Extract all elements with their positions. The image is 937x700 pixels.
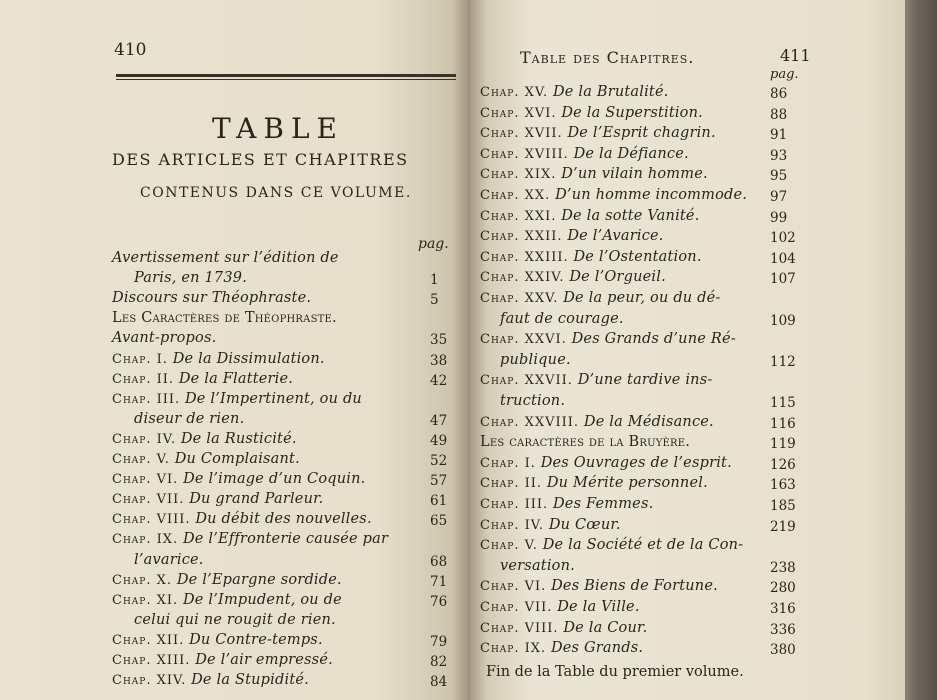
chapter-prefix: Chap. II. [480, 476, 543, 492]
chapter-prefix: Chap. XIV. [112, 673, 187, 689]
page-ref: 82 [430, 654, 448, 670]
page-ref: 97 [770, 189, 788, 205]
toc-entry [500, 311, 624, 327]
chapter-prefix: Chap. XXV. [480, 291, 559, 306]
toc-entry [134, 411, 244, 427]
toc-entry [112, 351, 325, 367]
page-ref: 104 [770, 250, 796, 267]
entry-title: Des Biens de Fortune. [551, 578, 718, 595]
toc-entry [112, 431, 297, 447]
entry-title: Du Contre-temps. [189, 631, 323, 648]
toc-entry [112, 330, 216, 346]
entry-title: celui qui ne rougit de rien. [134, 611, 336, 628]
entry-title: De l’Esprit chagrin. [567, 125, 716, 142]
table-subtitle-2: CONTENUS DANS CE VOLUME. [140, 185, 412, 201]
entry-title: De la Médisance. [583, 413, 714, 430]
page-ref: 68 [430, 553, 448, 570]
toc-entry [112, 511, 372, 527]
toc-entry [480, 640, 643, 656]
chapter-prefix: Chap. X. [112, 572, 173, 588]
chapter-prefix: Chap. I. [112, 351, 168, 367]
chapter-prefix: Chap. V. [480, 538, 538, 554]
chapter-prefix: Chap. IX. [112, 532, 179, 548]
chapter-prefix: Chap. VI. [480, 579, 547, 595]
page-ref: 99 [770, 209, 788, 226]
page-ref: 57 [430, 473, 448, 490]
toc-entry [480, 496, 653, 512]
right-page [470, 0, 910, 700]
entry-title: Avertissement sur l’édition de [112, 250, 339, 266]
toc-entry [112, 451, 300, 467]
entry-title: diseur de rien. [134, 410, 245, 427]
entry-title: De l’Ostentation. [573, 248, 702, 265]
toc-entry [480, 455, 732, 471]
toc-entry [480, 331, 736, 347]
entry-title: Discours sur Théophraste. [112, 290, 312, 307]
entry-title: De la Défiance. [573, 145, 689, 162]
chapter-prefix: Chap. III. [112, 391, 181, 407]
entry-title: De la peur, ou du dé- [563, 290, 721, 306]
toc-entry [134, 270, 247, 286]
page-ref: 49 [430, 432, 448, 449]
toc-entry [480, 599, 640, 615]
entry-title: Du Mérite personnel. [546, 475, 708, 492]
toc-entry [480, 269, 666, 285]
left-page-number: 410 [114, 40, 147, 60]
page-ref: 76 [430, 593, 448, 610]
page-ref: 380 [770, 642, 796, 659]
entry-title: De la Dissimulation. [172, 350, 325, 367]
toc-entry [480, 434, 690, 450]
chapter-prefix: Chap. XIII. [112, 653, 191, 668]
toc-entry [112, 632, 323, 648]
chapter-prefix: Chap. VIII. [112, 512, 191, 528]
entry-title: De la Ville. [557, 599, 640, 615]
page-ref: 1 [430, 272, 439, 289]
toc-entry [480, 187, 747, 203]
page-ref: 102 [770, 230, 796, 247]
entry-title: De la Superstition. [561, 104, 703, 121]
toc-entry [112, 672, 309, 688]
toc-entry [112, 592, 342, 608]
toc-entry [112, 371, 293, 387]
chapter-prefix: Chap. IV. [112, 431, 176, 447]
toc-entry [480, 146, 689, 162]
entry-title: Du Cœur. [548, 516, 621, 533]
pag-label: pag. [418, 236, 449, 252]
chapter-prefix: Chap. XXVIII. [480, 414, 580, 430]
toc-entry [480, 125, 716, 141]
page-ref: 115 [770, 395, 796, 411]
page-ref: 79 [430, 633, 448, 650]
page-ref: 35 [430, 332, 448, 349]
page-ref: 42 [430, 372, 448, 389]
chapter-prefix: Chap. XXI. [480, 208, 557, 224]
page-ref: 163 [770, 477, 796, 494]
running-header: Table des Chapitres. [520, 48, 695, 67]
entry-title: Avant-propos. [112, 330, 217, 347]
page-ref: 93 [770, 147, 788, 164]
page-ref: 336 [770, 621, 796, 638]
page-ref: 61 [430, 493, 448, 510]
pag-label-right: pag. [770, 67, 799, 82]
page-ref: 71 [430, 573, 448, 590]
header-rule-thin [116, 79, 456, 80]
chapter-prefix: Chap. XXVII. [480, 373, 573, 389]
entry-title: faut de courage. [500, 310, 624, 327]
chapter-prefix: Chap. XII. [112, 632, 185, 648]
entry-title: De la sotte Vanité. [561, 207, 700, 224]
entry-title: De la Stupidité. [191, 672, 309, 689]
chapter-prefix: Chap. III. [480, 497, 549, 512]
chapter-prefix: Chap. IV. [480, 517, 544, 533]
chapter-prefix: Chap. XXIV. [480, 270, 565, 286]
toc-entry [480, 84, 669, 100]
entry-title: Des Grands d’une Ré- [571, 331, 736, 348]
chapter-prefix: Chap. XVII. [480, 126, 563, 142]
entry-title: De l’Effronterie causée par [182, 531, 389, 548]
page-ref: 112 [770, 353, 796, 370]
entry-title: De l’Avarice. [567, 228, 664, 245]
chapter-prefix: Chap. II. [112, 371, 175, 387]
toc-entry [480, 372, 712, 388]
toc-entry [112, 471, 365, 487]
page-ref: 107 [770, 271, 796, 288]
toc-entry [112, 531, 388, 547]
chapter-prefix: Chap. I. [480, 455, 536, 471]
entry-title: Des Femmes. [552, 496, 654, 512]
entry-title: Du grand Parleur. [189, 491, 324, 508]
entry-title: De la Cour. [563, 619, 648, 636]
page-ref: 109 [770, 312, 796, 329]
toc-entry [134, 612, 336, 628]
toc-entry [500, 393, 565, 409]
page-ref: 91 [770, 127, 788, 144]
entry-title: D’une tardive ins- [577, 372, 713, 389]
chapter-prefix: Chap. VII. [480, 600, 553, 615]
entry-title: De la Flatterie. [178, 370, 294, 387]
toc-entry [112, 290, 311, 306]
entry-title: Des Grands. [550, 640, 644, 657]
entry-title: De l’Impertinent, ou du [184, 390, 362, 407]
page-ref: 38 [430, 352, 448, 369]
page-ref: 116 [770, 415, 796, 432]
entry-title: D’un vilain homme. [561, 166, 708, 183]
page-ref: 126 [770, 456, 796, 473]
entry-title: Paris, en 1739. [134, 270, 248, 287]
entry-title: truction. [500, 393, 566, 409]
entry-title: Du débit des nouvelles. [195, 511, 372, 528]
page-ref: 47 [430, 412, 448, 429]
entry-title: l’avarice. [134, 551, 204, 568]
page-ref: 280 [770, 580, 796, 597]
toc-entry [112, 250, 339, 266]
toc-entry [480, 517, 621, 533]
chapter-prefix: Chap. XIX. [480, 167, 557, 183]
toc-entry [112, 652, 333, 668]
page-edge [905, 0, 937, 700]
toc-entry [480, 414, 714, 430]
toc-entry [480, 166, 708, 182]
page-ref: 316 [770, 601, 796, 617]
page-ref: 86 [770, 86, 788, 102]
toc-entry [480, 537, 743, 553]
header-rule [116, 74, 456, 77]
page-ref: 185 [770, 498, 796, 514]
chapter-prefix: Chap. VIII. [480, 620, 559, 636]
entry-title: De l’air empressé. [195, 652, 333, 668]
page-ref: 238 [770, 559, 796, 576]
toc-entry [480, 290, 721, 306]
chapter-prefix: Chap. XV. [480, 85, 549, 100]
page-ref: 5 [430, 292, 439, 309]
entry-title: De la Brutalité. [552, 84, 669, 100]
toc-entry [112, 491, 323, 507]
page-ref: 84 [430, 674, 448, 691]
toc-entry [112, 391, 362, 407]
entry-title: De la Société et de la Con- [542, 537, 744, 554]
toc-entry [500, 558, 575, 574]
entry-title: De la Rusticité. [180, 430, 297, 447]
right-page-number: 411 [780, 46, 811, 65]
entry-title: publique. [500, 351, 571, 368]
chapter-prefix: Chap. XVI. [480, 105, 557, 121]
toc-entry [480, 228, 664, 244]
entry-title: De l’Orgueil. [569, 269, 666, 286]
chapter-prefix: Chap. XVIII. [480, 146, 569, 162]
table-footer: Fin de la Table du premier volume. [486, 664, 744, 680]
toc-entry [480, 208, 700, 224]
entry-title: versation. [500, 557, 575, 574]
chapter-prefix: Chap. XXIII. [480, 249, 569, 265]
page-ref: 65 [430, 513, 448, 530]
page-ref: 219 [770, 518, 796, 535]
toc-entry [134, 552, 204, 568]
toc-entry [480, 578, 718, 594]
entry-title: Du Complaisant. [174, 451, 300, 467]
chapter-prefix: Chap. XX. [480, 188, 551, 203]
entry-title: D’un homme incommode. [555, 187, 748, 203]
chapter-prefix: Chap. VI. [112, 472, 179, 488]
page-ref: 95 [770, 168, 788, 185]
entry-title: Les Caractères de Théophraste. [112, 310, 337, 327]
toc-entry [480, 475, 708, 491]
toc-entry [480, 105, 703, 121]
chapter-prefix: Chap. XXII. [480, 229, 563, 245]
toc-entry [480, 620, 647, 636]
chapter-prefix: Chap. V. [112, 452, 170, 467]
entry-title: De l’Impudent, ou de [182, 591, 342, 608]
chapter-prefix: Chap. XI. [112, 592, 179, 608]
entry-title: Les caractères de la Bruyère. [480, 434, 691, 451]
entry-title: De l’Epargne sordide. [176, 571, 342, 588]
chapter-prefix: Chap. VII. [112, 492, 185, 508]
chapter-prefix: Chap. IX. [480, 641, 547, 657]
toc-entry [480, 249, 702, 265]
page-ref: 119 [770, 436, 796, 453]
table-title: TABLE [212, 112, 344, 145]
entry-title: Des Ouvrages de l’esprit. [540, 454, 732, 471]
page-ref: 88 [770, 106, 788, 123]
toc-entry [500, 352, 571, 368]
entry-title: De l’image d’un Coquin. [183, 471, 366, 488]
page-ref: 52 [430, 453, 448, 469]
table-subtitle: DES ARTICLES ET CHAPITRES [112, 150, 409, 169]
toc-entry [112, 310, 337, 326]
chapter-prefix: Chap. XXVI. [480, 332, 567, 348]
toc-entry [112, 572, 342, 588]
